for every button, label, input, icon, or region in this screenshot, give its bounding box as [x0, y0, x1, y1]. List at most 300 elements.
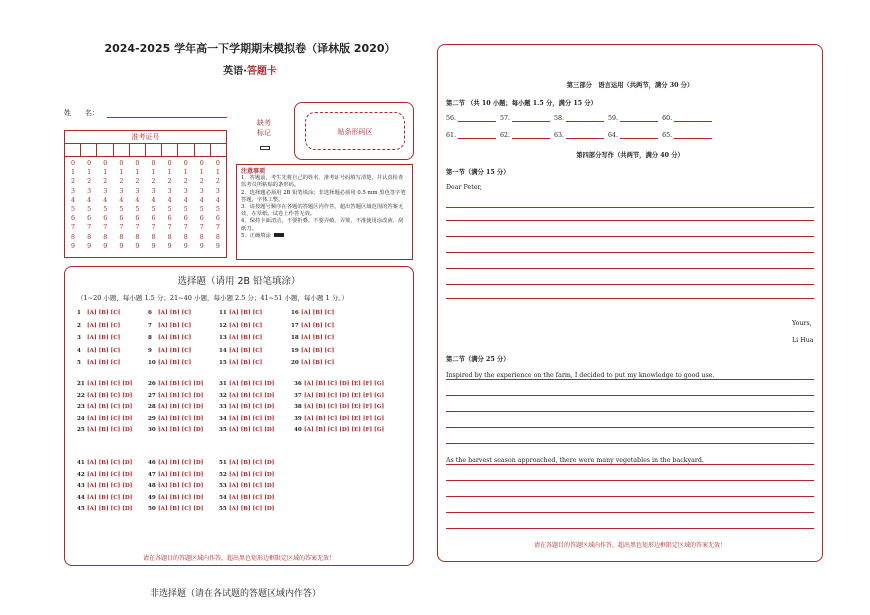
question-number: 16	[291, 310, 299, 316]
question-number: 25	[77, 427, 85, 433]
question-number: 9	[148, 347, 152, 354]
choice-question[interactable]	[77, 393, 132, 399]
choice-question[interactable]	[148, 472, 203, 478]
exam-id-digit[interactable]: 9	[167, 242, 172, 250]
answer-options[interactable]: [A] [B] [C] [D]	[229, 494, 275, 501]
exam-id-digit[interactable]: 2	[71, 178, 76, 186]
choice-question[interactable]	[148, 460, 203, 466]
choice-question[interactable]	[291, 348, 334, 354]
exam-id-digit[interactable]: 9	[215, 242, 220, 250]
choice-question[interactable]	[148, 310, 191, 316]
exam-id-digit[interactable]: 5	[87, 206, 92, 214]
answer-options[interactable]: [A] [B] [C] [D] [E] [F] [G]	[304, 415, 385, 422]
answer-options[interactable]: [A] [B] [C]	[87, 335, 121, 341]
exam-id-digit[interactable]: 7	[215, 224, 220, 232]
writing-line[interactable]	[446, 284, 814, 285]
exam-id-digit[interactable]: 1	[167, 169, 172, 177]
writing-line[interactable]	[446, 411, 814, 412]
writing-line[interactable]	[446, 464, 814, 465]
exam-id-digit[interactable]: 0	[71, 160, 76, 167]
letter-closing: Yours,	[792, 320, 812, 327]
notice-item: 2．选择题必须用 2B 铅笔填涂；非选择题必须用 0.5 mm 黑色签字笔答题，字体工整。	[241, 189, 406, 203]
choice-question[interactable]	[148, 427, 203, 433]
exam-id-digit[interactable]: 8	[215, 233, 220, 241]
exam-id-digit[interactable]: 1	[135, 169, 140, 177]
choice-question[interactable]	[294, 393, 384, 399]
blank-answer-field[interactable]	[674, 116, 712, 122]
notice-item: 3．请按题号顺序在各题的答题区内作答，超出答题区域范围的答案无效，在草纸、试卷上作答无效。	[241, 204, 404, 218]
exam-id-digit[interactable]: 3	[119, 187, 124, 195]
exam-id-digit[interactable]: 3	[151, 187, 156, 195]
answer-options[interactable]: [A] [B] [C]	[301, 347, 335, 354]
writing-line[interactable]	[446, 480, 814, 481]
exam-id-digit[interactable]: 2	[199, 178, 204, 186]
choice-question[interactable]	[291, 323, 334, 329]
exam-id-digit[interactable]: 1	[215, 169, 220, 177]
answer-options[interactable]: [A] [B] [C]	[301, 335, 335, 341]
question-number: 4	[77, 347, 81, 354]
answer-options[interactable]: [A] [B] [C]	[229, 322, 263, 329]
exam-id-digit[interactable]: 7	[103, 224, 108, 232]
notice-title: 注意事项	[241, 168, 266, 175]
exam-id-digit[interactable]: 2	[183, 178, 188, 186]
choice-question[interactable]	[219, 416, 274, 422]
exam-id-digit[interactable]: 9	[87, 242, 92, 250]
choice-question[interactable]	[219, 348, 262, 354]
exam-id-digit[interactable]: 9	[103, 242, 108, 250]
question-number: 22	[77, 392, 85, 399]
choice-question[interactable]	[291, 360, 334, 366]
exam-id-digit[interactable]: 7	[71, 224, 76, 232]
choice-question[interactable]	[77, 310, 120, 316]
answer-card-label: 答题卡	[246, 66, 277, 77]
answer-options[interactable]: [A] [B] [C] [D]	[229, 506, 275, 512]
answer-options[interactable]: [A] [B] [C] [D]	[158, 506, 204, 512]
question-number: 1	[77, 310, 81, 316]
choice-question[interactable]	[77, 323, 120, 329]
question-number: 43	[77, 483, 85, 489]
exam-id-digit[interactable]: 4	[135, 196, 140, 204]
writing-line[interactable]	[446, 395, 814, 396]
blank-answer-field[interactable]	[458, 133, 496, 139]
question-number: 23	[77, 404, 85, 410]
exam-id-digit[interactable]: 1	[71, 169, 76, 177]
exam-id-digit[interactable]: 6	[71, 215, 76, 223]
writing-line[interactable]	[446, 268, 814, 269]
answer-options[interactable]: [A] [B] [C]	[301, 310, 335, 316]
choice-question[interactable]	[148, 348, 191, 354]
answer-options[interactable]: [A] [B] [C]	[87, 347, 121, 354]
choice-question[interactable]	[77, 427, 132, 433]
exam-id-digit[interactable]: 4	[71, 196, 76, 204]
choice-question[interactable]	[77, 495, 132, 501]
question-number: 10	[148, 360, 156, 366]
exam-id-digit[interactable]: 6	[135, 215, 140, 223]
choice-question[interactable]	[77, 460, 132, 466]
exam-id-digit[interactable]: 3	[71, 187, 76, 195]
exam-id-digit[interactable]: 4	[199, 196, 204, 204]
writing-line[interactable]	[446, 220, 814, 221]
question-number: 54	[219, 494, 227, 501]
exam-id-digit[interactable]: 0	[199, 160, 204, 167]
question-number: 40	[294, 427, 302, 433]
exam-id-digit[interactable]: 1	[87, 169, 92, 177]
exam-id-digit[interactable]: 1	[103, 169, 108, 177]
exam-id-digit[interactable]: 6	[167, 215, 172, 223]
part4-heading: 第四部分写作（共两节，满分 40 分）	[576, 152, 684, 159]
barcode-area	[294, 102, 414, 160]
choice-question[interactable]	[148, 323, 191, 329]
paragraph1-start: Inspired by the experience on the farm, I decided to put my knowledge to good use.	[446, 372, 715, 379]
exam-id-digit[interactable]: 9	[199, 242, 204, 250]
answer-options[interactable]: [A] [B] [C] [D]	[158, 471, 204, 478]
choice-question[interactable]	[219, 360, 262, 366]
answer-options[interactable]: [A] [B] [C] [D]	[158, 483, 204, 489]
answer-options[interactable]: [A] [B] [C] [D]	[87, 415, 133, 422]
choice-question[interactable]	[219, 506, 274, 512]
choice-question[interactable]	[219, 495, 274, 501]
exam-id-digit[interactable]: 5	[71, 206, 76, 214]
choice-question[interactable]	[294, 381, 384, 387]
exam-id-digit[interactable]: 6	[199, 215, 204, 223]
choice-note: （1~20 小题，每小题 1.5 分；21~40 小题，每小题 2.5 分；41~51 小题，每小题 1 分。）	[77, 294, 348, 302]
choice-question[interactable]	[148, 506, 203, 512]
exam-id-digit[interactable]: 0	[215, 160, 220, 167]
answer-options[interactable]: [A] [B] [C] [D]	[229, 381, 275, 387]
exam-id-digit[interactable]: 2	[119, 178, 124, 186]
choice-question[interactable]	[148, 416, 203, 422]
notice-item: 1．答题前，考生先将自己的姓名、准考证号码填写清楚，并认真检查监考员所粘贴的条形码。	[241, 175, 404, 189]
blank-answer-field[interactable]	[512, 133, 550, 139]
choice-question[interactable]	[148, 393, 203, 399]
exam-id-digit[interactable]: 8	[103, 233, 108, 241]
writing-line[interactable]	[446, 443, 814, 444]
answer-options[interactable]: [A] [B] [C] [D]	[158, 494, 204, 501]
choice-question[interactable]	[148, 483, 203, 489]
exam-id-digit[interactable]: 4	[87, 196, 92, 204]
exam-id-digit[interactable]: 3	[135, 187, 140, 195]
choice-question[interactable]	[148, 360, 191, 366]
choice-question[interactable]	[77, 348, 120, 354]
answer-options[interactable]: [A] [B] [C] [D]	[158, 415, 204, 422]
question-number: 52	[219, 471, 227, 478]
answer-options[interactable]: [A] [B] [C] [D]	[87, 506, 133, 512]
choice-question[interactable]	[148, 381, 203, 387]
exam-id-digit[interactable]: 5	[103, 206, 108, 214]
answer-options[interactable]: [A] [B] [C]	[229, 335, 263, 341]
exam-id-digit[interactable]: 2	[167, 178, 172, 186]
exam-id-digit[interactable]: 5	[167, 206, 172, 214]
question-number: 44	[77, 494, 85, 501]
exam-id-digit[interactable]: 5	[215, 206, 220, 214]
answer-options[interactable]: [A] [B] [C] [D]	[158, 381, 204, 387]
writing-line[interactable]	[446, 427, 814, 428]
choice-question[interactable]	[294, 416, 384, 422]
exam-id-digit[interactable]: 0	[135, 160, 140, 167]
exam-id-digit[interactable]: 4	[215, 196, 220, 204]
exam-id-digit[interactable]: 1	[199, 169, 204, 177]
question-number: 35	[219, 427, 227, 433]
question-number: 42	[77, 471, 85, 478]
exam-id-digit[interactable]: 3	[87, 187, 92, 195]
blank-row-1	[446, 115, 716, 122]
exam-id-digit[interactable]: 6	[103, 215, 108, 223]
exam-id-digit[interactable]: 2	[87, 178, 92, 186]
exam-id-digit[interactable]: 0	[167, 160, 172, 167]
question-number: 50	[148, 506, 156, 512]
exam-id-digit[interactable]: 3	[183, 187, 188, 195]
answer-options[interactable]: [A] [B] [C] [D] [E] [F] [G]	[304, 404, 385, 410]
exam-id-digit[interactable]: 5	[199, 206, 204, 214]
choice-question[interactable]	[219, 460, 274, 466]
exam-id-digit[interactable]: 0	[103, 160, 108, 167]
exam-id-digit[interactable]: 6	[87, 215, 92, 223]
blank-answer-field[interactable]	[566, 133, 604, 139]
question-number: 45	[77, 506, 85, 512]
exam-id-digit[interactable]: 1	[151, 169, 156, 177]
exam-id-digit[interactable]: 0	[87, 160, 92, 167]
writing-line[interactable]	[446, 496, 814, 497]
blank-number: 65.	[662, 132, 673, 139]
answer-options[interactable]: [A] [B] [C]	[229, 347, 263, 354]
choice-warning: 请在各题目的答题区域内作答，超出黑色矩形边框限定区域的答案无效！	[142, 555, 335, 562]
exam-id-digit[interactable]: 1	[183, 169, 188, 177]
blank-answer-field[interactable]	[512, 116, 550, 122]
writing-line[interactable]	[446, 379, 814, 380]
answer-options[interactable]: [A] [B] [C] [D]	[87, 483, 133, 489]
choice-question[interactable]	[294, 404, 384, 410]
exam-id-digit-column[interactable]	[210, 159, 226, 251]
blank-answer-field[interactable]	[566, 116, 604, 122]
blank-answer-field[interactable]	[674, 133, 712, 139]
exam-id-digit[interactable]: 6	[215, 215, 220, 223]
answer-options[interactable]: [A] [B] [C]	[87, 360, 121, 366]
choice-question[interactable]	[77, 335, 120, 341]
question-number: 18	[291, 335, 299, 341]
answer-options[interactable]: [A] [B] [C] [D]	[229, 471, 275, 478]
answer-options[interactable]: [A] [B] [C] [D]	[158, 460, 204, 466]
choice-question[interactable]	[148, 495, 203, 501]
exam-id-digit[interactable]: 7	[199, 224, 204, 232]
answer-options[interactable]: [A] [B] [C]	[158, 360, 192, 366]
exam-id-digit-column[interactable]	[113, 159, 129, 251]
answer-options[interactable]: [A] [B] [C]	[158, 322, 192, 329]
choice-question[interactable]	[219, 404, 274, 410]
question-number: 30	[148, 427, 156, 433]
answer-options[interactable]: [A] [B] [C] [D]	[87, 460, 133, 466]
answer-options[interactable]: [A] [B] [C] [D]	[158, 404, 204, 410]
blank-number: 58.	[554, 115, 565, 122]
exam-id-digit[interactable]: 9	[183, 242, 188, 250]
exam-id-digit[interactable]: 7	[119, 224, 124, 232]
exam-id-digit[interactable]: 0	[151, 160, 156, 167]
answer-options[interactable]: [A] [B] [C] [D]	[158, 392, 204, 399]
exam-id-digit[interactable]: 7	[87, 224, 92, 232]
exam-id-digit[interactable]: 3	[167, 187, 172, 195]
question-number: 7	[148, 322, 152, 329]
part3-heading: 第三部分 语言运用（共两节，满分 30 分）	[566, 82, 694, 89]
answer-options[interactable]: [A] [B] [C] [D]	[229, 415, 275, 422]
exam-id-bubbles[interactable]	[65, 157, 226, 251]
exam-id-digit-column[interactable]	[65, 159, 81, 251]
choice-question[interactable]	[77, 506, 132, 512]
exam-id-digit[interactable]: 4	[119, 196, 124, 204]
answer-options[interactable]: [A] [B] [C] [D]	[229, 427, 275, 433]
answer-options[interactable]: [A] [B] [C] [D]	[87, 381, 133, 387]
exam-id-digit[interactable]: 9	[119, 242, 124, 250]
exam-id-digit[interactable]: 2	[151, 178, 156, 186]
blank-answer-field[interactable]	[620, 133, 658, 139]
exam-id-digit[interactable]: 7	[167, 224, 172, 232]
exam-id-digit[interactable]: 4	[103, 196, 108, 204]
answer-options[interactable]: [A] [B] [C] [D]	[229, 404, 275, 410]
name-label: 姓 名：	[64, 109, 99, 117]
exam-id-digit-column[interactable]	[194, 159, 210, 251]
exam-id-digit[interactable]: 9	[71, 242, 76, 250]
exam-id-digit[interactable]: 5	[151, 206, 156, 214]
exam-id-digit[interactable]: 9	[135, 242, 140, 250]
choice-question[interactable]	[148, 335, 191, 341]
exam-id-digit-column[interactable]	[129, 159, 145, 251]
exam-id-digit[interactable]: 5	[135, 206, 140, 214]
question-number: 3	[77, 335, 81, 341]
answer-options[interactable]: [A] [B] [C] [D] [E] [F] [G]	[304, 381, 385, 387]
answer-options[interactable]: [A] [B] [C]	[301, 322, 335, 329]
blank-answer-field[interactable]	[458, 116, 496, 122]
exam-id-digit[interactable]: 4	[151, 196, 156, 204]
choice-question[interactable]	[294, 427, 384, 433]
answer-options[interactable]: [A] [B] [C] [D]	[229, 483, 275, 489]
exam-id-digit[interactable]: 7	[151, 224, 156, 232]
choice-question[interactable]	[219, 483, 274, 489]
question-number: 24	[77, 415, 85, 422]
exam-id-digit[interactable]: 9	[151, 242, 156, 250]
answer-options[interactable]: [A] [B] [C]	[158, 310, 192, 316]
question-number: 53	[219, 483, 227, 489]
choice-question[interactable]	[77, 483, 132, 489]
choice-section	[64, 266, 414, 566]
question-number: 33	[219, 404, 227, 410]
answer-options[interactable]: [A] [B] [C]	[158, 347, 192, 354]
writing-line[interactable]	[446, 252, 814, 253]
choice-question[interactable]	[77, 360, 120, 366]
exam-id-digit[interactable]: 4	[183, 196, 188, 204]
blank-number: 64.	[608, 132, 619, 139]
blank-number: 60.	[662, 115, 673, 122]
exam-id-digit[interactable]: 8	[71, 233, 76, 241]
choice-question[interactable]	[77, 472, 132, 478]
writing-line[interactable]	[446, 207, 814, 208]
answer-options[interactable]: [A] [B] [C] [D]	[158, 427, 204, 433]
exam-id-digit[interactable]: 8	[183, 233, 188, 241]
answer-options[interactable]: [A] [B] [C] [D]	[229, 460, 275, 466]
name-field[interactable]	[107, 110, 227, 118]
exam-id-digit[interactable]: 8	[135, 233, 140, 241]
choice-question[interactable]	[219, 472, 274, 478]
exam-id-digit[interactable]: 4	[167, 196, 172, 204]
exam-id-digit[interactable]: 3	[215, 187, 220, 195]
exam-id-digit-column[interactable]	[178, 159, 194, 251]
choice-question[interactable]	[219, 393, 274, 399]
exam-id-digit[interactable]: 3	[199, 187, 204, 195]
answer-options[interactable]: [A] [B] [C] [D] [E] [F] [G]	[304, 392, 385, 399]
exam-id-digit[interactable]: 0	[183, 160, 188, 167]
choice-question[interactable]	[219, 427, 274, 433]
writing-line[interactable]	[446, 236, 814, 237]
exam-id-digit[interactable]: 1	[119, 169, 124, 177]
answer-options[interactable]: [A] [B] [C] [D]	[87, 494, 133, 501]
choice-question[interactable]	[219, 323, 262, 329]
exam-id-digit-column[interactable]	[81, 159, 97, 251]
question-number: 8	[148, 335, 152, 341]
writing-line[interactable]	[446, 528, 814, 529]
exam-id-digit[interactable]: 6	[151, 215, 156, 223]
absent-mark-label: 缺考 标记	[257, 119, 271, 137]
writing-line[interactable]	[446, 298, 814, 299]
answer-options[interactable]: [A] [B] [C] [D]	[87, 471, 133, 478]
answer-options[interactable]: [A] [B] [C]	[87, 322, 121, 329]
question-number: 12	[219, 322, 227, 329]
exam-id-digit[interactable]: 6	[119, 215, 124, 223]
choice-question[interactable]	[77, 404, 132, 410]
choice-question[interactable]	[219, 381, 274, 387]
exam-id-digit[interactable]: 2	[103, 178, 108, 186]
choice-question[interactable]	[77, 416, 132, 422]
exam-id-digit-column[interactable]	[145, 159, 161, 251]
absent-mark-box[interactable]	[260, 146, 270, 150]
writing-line[interactable]	[446, 512, 814, 513]
answer-options[interactable]: [A] [B] [C] [D]	[229, 392, 275, 399]
answer-options[interactable]: [A] [B] [C]	[229, 360, 263, 366]
writing1-heading: 第一节（满分 15 分）	[446, 169, 510, 176]
exam-id-digit-column[interactable]	[162, 159, 178, 251]
exam-id-digit[interactable]: 3	[103, 187, 108, 195]
question-number: 6	[148, 310, 152, 316]
exam-id-digit[interactable]: 7	[183, 224, 188, 232]
answer-options[interactable]: [A] [B] [C] [D]	[87, 427, 133, 433]
exam-id-digit[interactable]: 7	[135, 224, 140, 232]
exam-id-digit[interactable]: 8	[167, 233, 172, 241]
exam-id-digit[interactable]: 8	[119, 233, 124, 241]
answer-options[interactable]: [A] [B] [C] [D]	[87, 404, 133, 410]
answer-options[interactable]: [A] [B] [C]	[301, 360, 335, 366]
answer-options[interactable]: [A] [B] [C]	[229, 310, 263, 316]
answer-options[interactable]: [A] [B] [C] [D]	[87, 392, 133, 399]
exam-id-digit[interactable]: 2	[215, 178, 220, 186]
choice-question[interactable]	[291, 310, 334, 316]
exam-id-digit[interactable]: 8	[151, 233, 156, 241]
answer-options[interactable]: [A] [B] [C]	[87, 310, 121, 316]
choice-question[interactable]	[291, 335, 334, 341]
answer-options[interactable]: [A] [B] [C]	[158, 335, 192, 341]
choice-question[interactable]	[219, 335, 262, 341]
exam-id-digit[interactable]: 6	[183, 215, 188, 223]
answer-options[interactable]: [A] [B] [C] [D] [E] [F] [G]	[304, 427, 385, 433]
choice-question[interactable]	[148, 404, 203, 410]
exam-id-digit-column[interactable]	[97, 159, 113, 251]
choice-question[interactable]	[219, 310, 262, 316]
exam-id-digit[interactable]: 0	[119, 160, 124, 167]
exam-id-digit[interactable]: 8	[87, 233, 92, 241]
exam-id-digit[interactable]: 5	[183, 206, 188, 214]
blank-answer-field[interactable]	[620, 116, 658, 122]
subject-title	[70, 62, 430, 77]
question-number: 39	[294, 415, 302, 422]
choice-question[interactable]	[77, 381, 132, 387]
exam-id-digit[interactable]: 2	[135, 178, 140, 186]
exam-id-digit[interactable]: 8	[199, 233, 204, 241]
exam-id-digit[interactable]: 5	[119, 206, 124, 214]
